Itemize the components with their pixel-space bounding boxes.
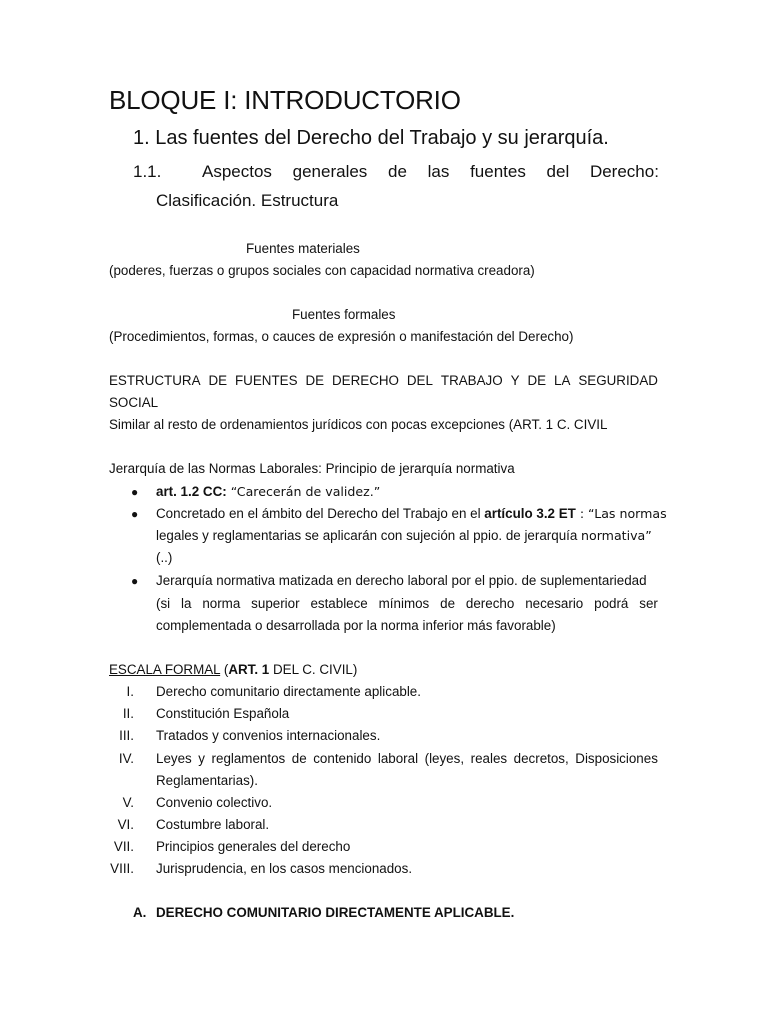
structure-similar: Similar al resto de ordenamientos jurídicos con pocas excepciones (ART. 1 C. CIVIL — [109, 417, 608, 432]
heading-1: 1. Las fuentes del Derecho del Trabajo y su jerarquía. — [133, 127, 609, 149]
list-item: Costumbre laboral. — [156, 817, 270, 832]
structure-heading-line-1 — [109, 370, 658, 392]
bullet-1-bold: art. 1.2 CC: — [156, 484, 227, 499]
escala-rest: DEL C. CIVIL) — [269, 662, 358, 677]
word: Derecho: — [589, 162, 659, 181]
list-number: VII. — [113, 839, 134, 854]
list-number: IV. — [118, 751, 134, 766]
material-sources-desc: (poderes, fuerzas o grupos sociales con capacidad normativa creadora) — [109, 263, 535, 278]
list-number: VI. — [117, 817, 134, 832]
section-a-letter: A. — [133, 905, 147, 920]
list-number: V. — [122, 795, 134, 810]
escala-underlined: ESCALA FORMAL — [109, 662, 221, 677]
structure-heading-line-2: SOCIAL — [109, 395, 159, 410]
bullet-2-line-2 — [156, 525, 652, 547]
list-number: II. — [122, 706, 134, 721]
list-item: Derecho comunitario directamente aplicable. — [156, 684, 421, 699]
word: DE — [527, 373, 547, 388]
word: FUENTES — [235, 373, 298, 388]
word: Y — [510, 373, 520, 388]
formal-sources-title: Fuentes formales — [292, 307, 396, 322]
word: de — [440, 596, 456, 611]
word: podrá — [594, 596, 629, 611]
word: DERECHO — [331, 373, 399, 388]
formal-sources-desc: (Procedimientos, formas, o cauces de expresión o manifestación del Derecho) — [109, 329, 574, 344]
list-item: Convenio colectivo. — [156, 795, 273, 810]
word: decretos, — [513, 751, 569, 766]
heading-2-line-2: Clasificación. Estructura — [156, 191, 339, 210]
word: laboral — [377, 751, 419, 766]
bullet-3-line-3: complementada o desarrollada por la norma inferior más favorable) — [156, 618, 556, 633]
word: SEGURIDAD — [578, 373, 658, 388]
list-item-line-1 — [156, 748, 658, 770]
word: fuentes — [470, 162, 526, 181]
word: reglamentos — [211, 751, 286, 766]
word: Aspectos — [202, 162, 272, 181]
escala-bold: ART. 1 — [228, 662, 270, 677]
list-number: III. — [119, 728, 134, 743]
word: de — [388, 162, 407, 181]
word: la — [181, 596, 192, 611]
heading-2-line-1 — [202, 158, 659, 186]
word: del — [546, 162, 570, 181]
word: establece — [310, 596, 368, 611]
heading-2-number: 1.1. — [133, 162, 162, 181]
material-sources-title: Fuentes materiales — [246, 241, 360, 256]
word: necesario — [525, 596, 584, 611]
bullet-1-quote: “Carecerán de validez.” — [226, 484, 381, 499]
list-number: VIII. — [110, 861, 134, 876]
bullet-3-line-1: Jerarquía normativa matizada en derecho laboral por el ppio. de suplementariedad — [156, 573, 647, 588]
word: norma — [202, 596, 241, 611]
word: derecho — [465, 596, 515, 611]
word: ESTRUCTURA — [109, 373, 201, 388]
word: DEL — [406, 373, 433, 388]
bullet-2-line-1 — [156, 503, 667, 525]
escala-open: ( — [220, 662, 229, 677]
bullet-2-line-2-text: legales y reglamentarias se aplicarán con sujeción al ppio. de jerarquía — [156, 528, 582, 543]
word: contenido — [313, 751, 372, 766]
bullet-icon: ● — [131, 485, 139, 499]
word: y — [198, 751, 205, 766]
bullet-icon: ● — [131, 574, 139, 588]
word: DE — [208, 373, 228, 388]
bullet-2-quote: : “Las normas — [575, 506, 667, 521]
list-item: Tratados y convenios internacionales. — [156, 728, 381, 743]
word: ser — [639, 596, 658, 611]
bullet-1 — [156, 481, 380, 503]
bullet-2-bold: artículo 3.2 ET — [484, 506, 576, 521]
bullet-2-line-2-quote: normativa” — [581, 528, 652, 543]
word: mínimos — [378, 596, 430, 611]
list-item: Constitución Española — [156, 706, 290, 721]
section-a-heading: DERECHO COMUNITARIO DIRECTAMENTE APLICABLE. — [156, 905, 515, 920]
word: de — [291, 751, 307, 766]
list-item: Jurisprudencia, en los casos mencionados. — [156, 861, 413, 876]
word: TRABAJO — [440, 373, 503, 388]
list-number: I. — [126, 684, 134, 699]
bullet-3-line-2 — [156, 593, 658, 615]
bullet-icon: ● — [131, 507, 139, 521]
word: generales — [292, 162, 368, 181]
word: DE — [305, 373, 325, 388]
escala-heading — [109, 659, 357, 681]
list-item-line-2: Reglamentarias). — [156, 773, 258, 788]
bullet-2-line-3: (..) — [156, 550, 173, 565]
list-item: Principios generales del derecho — [156, 839, 351, 854]
bullet-2-pre: Concretado en el ámbito del Derecho del Trabajo en el — [156, 506, 485, 521]
word: (leyes, — [424, 751, 465, 766]
word: LA — [554, 373, 571, 388]
word: (si — [156, 596, 171, 611]
word: Leyes — [156, 751, 192, 766]
hierarchy-intro: Jerarquía de las Normas Laborales: Principio de jerarquía normativa — [109, 461, 515, 476]
word: reales — [470, 751, 508, 766]
document-title: BLOQUE I: INTRODUCTORIO — [109, 85, 461, 115]
word: Disposiciones — [575, 751, 658, 766]
word: superior — [251, 596, 300, 611]
word: las — [427, 162, 450, 181]
